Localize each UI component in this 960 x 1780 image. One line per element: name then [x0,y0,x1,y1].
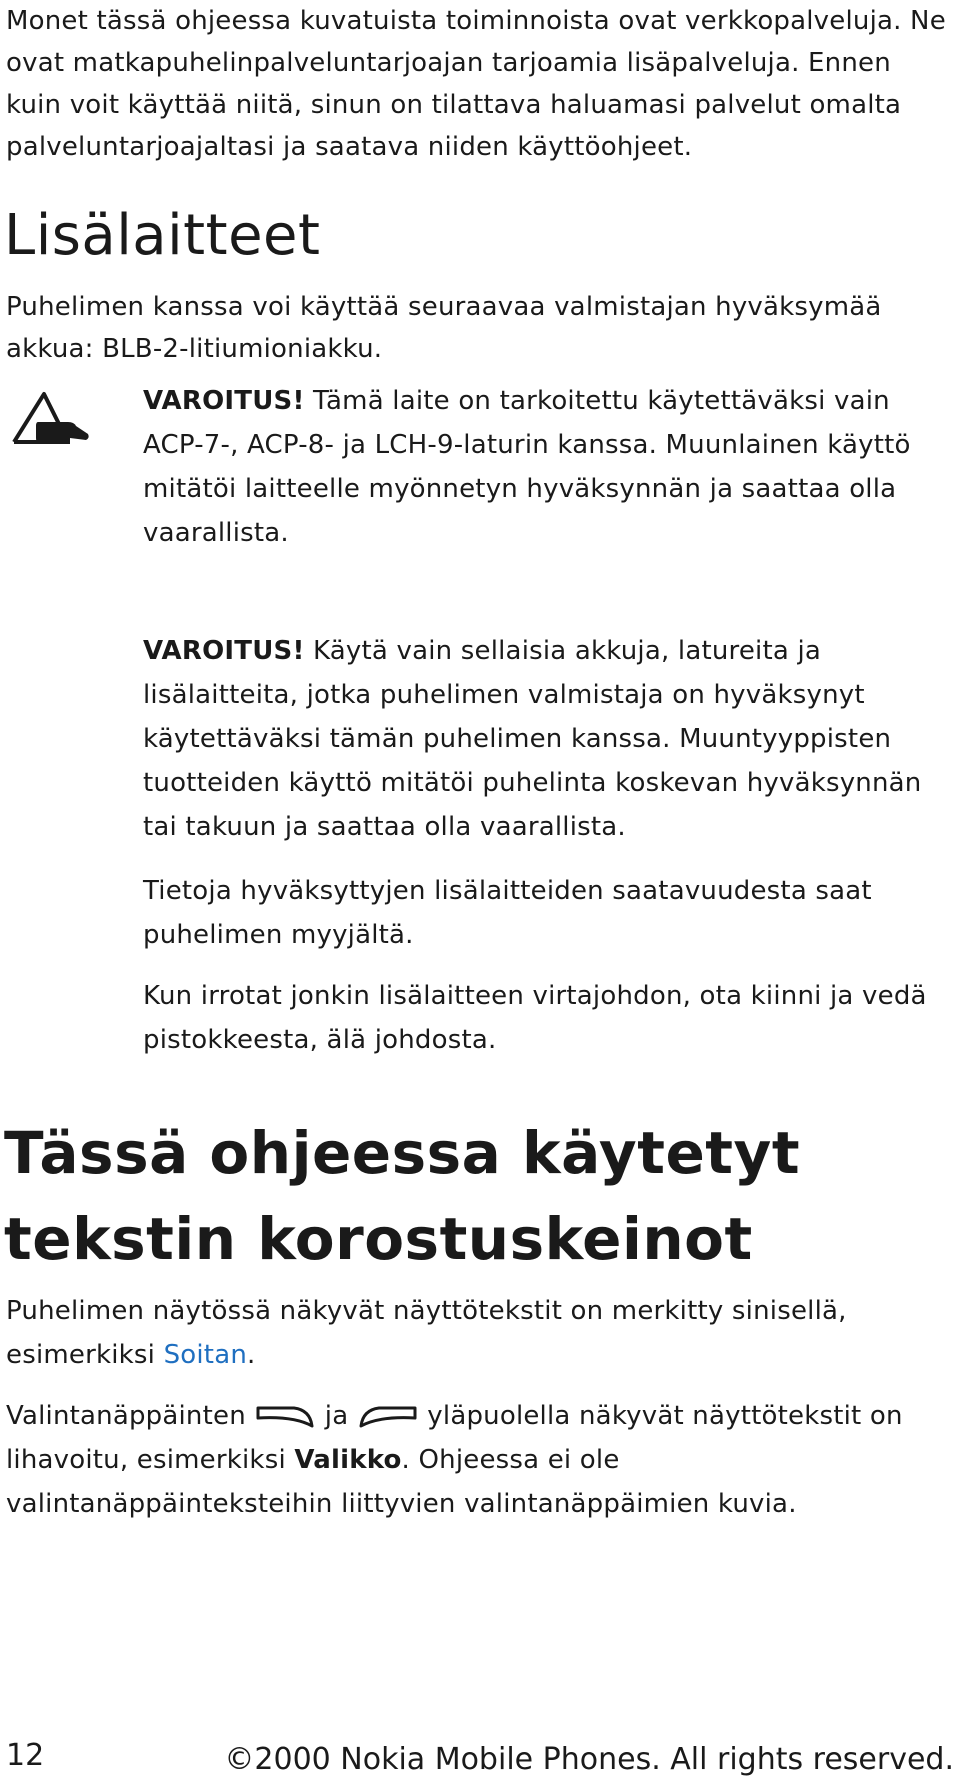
softkey-pre: Valintanäppäinten [6,1401,255,1431]
warning-2-label: VAROITUS! [143,636,305,666]
warning-hand-icon [8,386,92,452]
conventions-heading: Tässä ohjeessa käytetyt tekstin korostuskeinot [4,1119,801,1273]
softkey-example: Valikko [294,1445,402,1475]
display-text-pre: Puhelimen näytössä näkyvät näyttötekstit on merkitty sinisellä, esimerkiksi [6,1296,847,1370]
warning-2 [143,629,943,849]
display-text-paragraph [6,1289,946,1377]
softkey-and: ja [316,1401,357,1431]
availability-paragraph: Tietoja hyväksyttyjen lisälaitteiden saatavuudesta saat puhelimen myyjältä. [143,876,872,950]
warning-2-text: Käytä vain sellaisia akkuja, latureita ja lisälaitteita, jotka puhelimen valmistaja on hyväksynyt käytettäväksi tämän puhelimen kanssa. Muuntyyppisten tuotteiden käyttö mitätöi puhelinta koskevan hyväksynnän tai takuun ja saattaa olla vaarallista. [143,636,922,842]
copyright: ©2000 Nokia Mobile Phones. All rights reserved. [224,1742,954,1777]
softkey-mid: yläpuolella näkyvät näyttötekstit on lihavoitu, esimerkiksi [6,1401,903,1475]
right-selection-key-icon [357,1402,419,1432]
display-text-post: . [247,1340,256,1370]
display-text-example: Soitan [163,1340,248,1370]
left-selection-key-icon [254,1402,316,1432]
softkey-post: . Ohjeessa ei ole valintanäppäinteksteihin liittyvien valintanäppäimien kuvia. [6,1445,797,1519]
unplug-paragraph: Kun irrotat jonkin lisälaitteen virtajohdon, ota kiinni ja vedä pistokkeesta, älä johdosta. [143,981,927,1055]
warning-1-label: VAROITUS! [143,386,305,416]
intro-paragraph: Monet tässä ohjeessa kuvatuista toiminnoista ovat verkkopalveluja. Ne ovat matkapuhelinpalveluntarjoajan tarjoamia lisäpalveluja. Ennen kuin voit käyttää niitä, sinun on tilattava haluamasi palvelut omalta palveluntarjoajaltasi ja saatava niiden käyttöohjeet. [6,6,946,162]
warning-1 [143,379,943,555]
warning-1-text: Tämä laite on tarkoitettu käytettäväksi vain ACP-7-, ACP-8- ja LCH-9-laturin kanssa. Muunlainen käyttö mitätöi laitteelle myönnetyn hyväksynnän ja saattaa olla vaarallista. [143,386,911,548]
softkey-paragraph [6,1394,946,1526]
accessories-heading: Lisälaitteet [4,203,321,268]
page-number: 12 [6,1738,45,1773]
battery-paragraph: Puhelimen kanssa voi käyttää seuraavaa valmistajan hyväksymää akkua: BLB-2-litiumioniakku. [6,292,882,364]
